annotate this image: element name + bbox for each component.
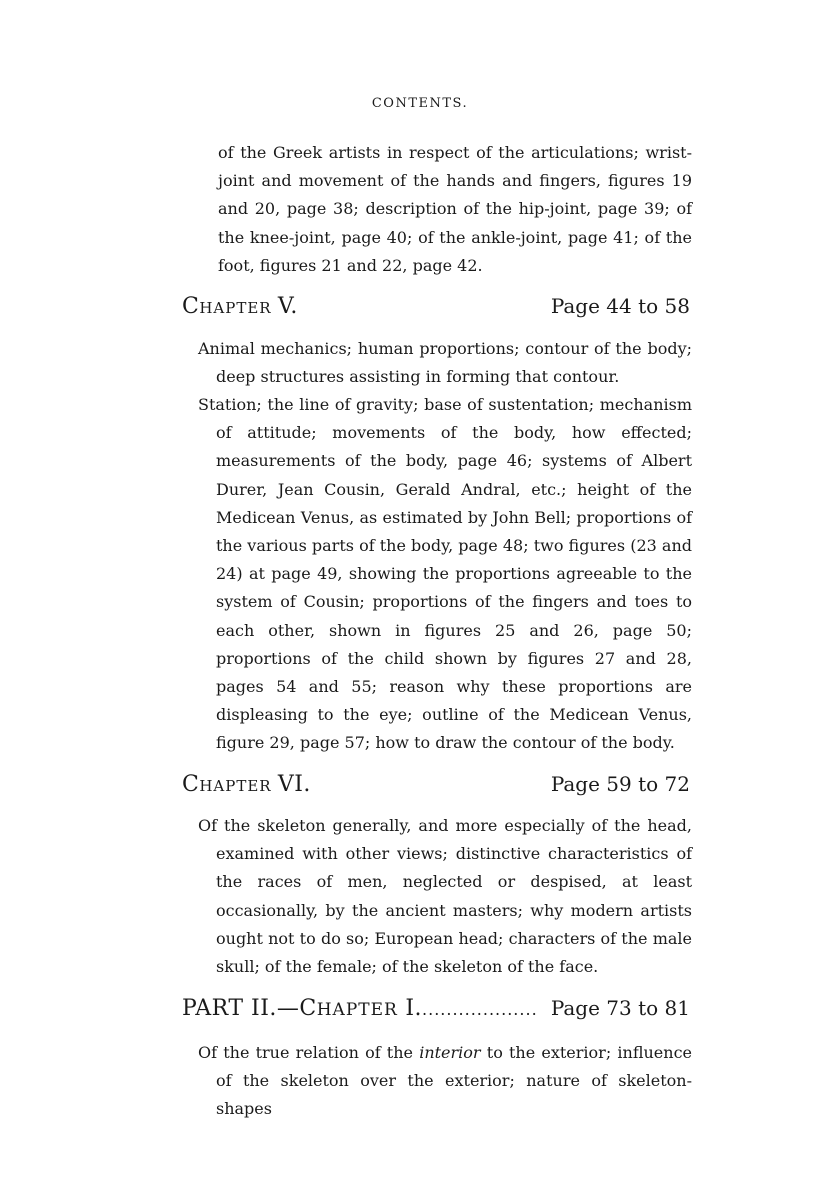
chapter-v-page-range: Page 44 to 58 <box>550 294 690 318</box>
dot-leader: ................... <box>422 1000 538 1019</box>
part-ii-heading <box>182 996 690 1024</box>
part-ii-paragraph-1: Of the true relation of the interior to the exterior; influence of the skeleton over the exterior; nature of skeleton-shapes <box>198 1043 692 1119</box>
chapter-vi-page-range: Page 59 to 72 <box>550 772 690 796</box>
italic-term: interior <box>419 1043 481 1062</box>
chapter-vi-paragraph-1: Of the skeleton generally, and more especially of the head, examined with other views; distinctive characteristics of the races of men, neglected or despised, at least occasionally, by the ancient masters; why modern artists ought not to do so; European head; characters of the male skull; of the female; of the skeleton of the face. <box>198 816 692 977</box>
chapter-v-title: CHAPTER V. <box>182 294 298 319</box>
chapter-v-heading <box>182 294 690 322</box>
chapter-vi-title: CHAPTER VI. <box>182 772 311 797</box>
part-ii-title: PART II.—CHAPTER I.................... <box>182 996 538 1021</box>
continuation-paragraph: of the Greek artists in respect of the articulations; wrist-joint and movement of the hands and fingers, figures 19 and 20, page 38; description of the hip-joint, page 39; of the knee-joint, page 40; of the ankle-joint, page 41; of the foot, figures 21 and 22, page 42. <box>218 143 692 275</box>
chapter-v-paragraph-2: Station; the line of gravity; base of sustentation; mechanism of attitude; movements of the body, how effected; measurements of the body, page 46; systems of Albert Durer, Jean Cousin, Gerald Andral, etc.; height of the Medicean Venus, as estimated by John Bell; proportions of the various parts of the body, page 48; two figures (23 and 24) at page 49, showing the proportions agreeable to the system of Cousin; proportions of the fingers and toes to each other, shown in figures 25 and 26, page 50; proportions of the child shown by figures 27 and 28, pages 54 and 55; reason why these proportions are displeasing to the eye; outline of the Medicean Venus, figure 29, page 57; how to draw the contour of the body. <box>198 395 692 753</box>
part-ii-page-range: Page 73 to 81 <box>550 996 690 1020</box>
chapter-vi-heading <box>182 772 690 800</box>
chapter-v-paragraph-1: Animal mechanics; human proportions; contour of the body; deep structures assisting in forming that contour. <box>198 339 692 387</box>
running-head: CONTENTS. <box>371 96 469 111</box>
